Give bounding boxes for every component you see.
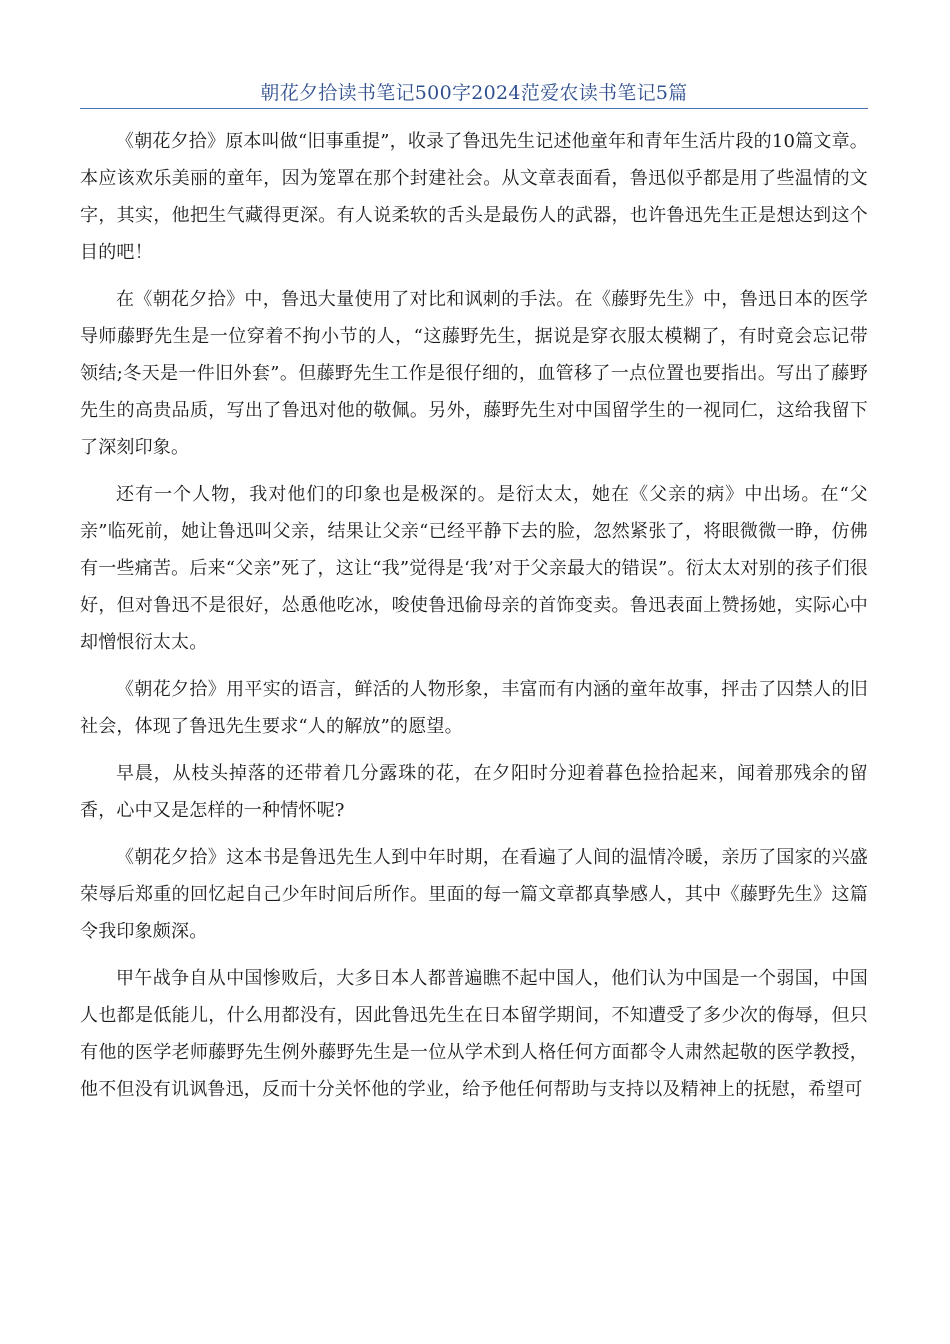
paragraph-5: 早晨，从枝头掉落的还带着几分露珠的花，在夕阳时分迎着暮色捡拾起来，闻着那残余的留香，心中又是怎样的一种情怀呢? [80,763,868,821]
paragraph-3: 还有一个人物，我对他们的印象也是极深的。是衍太太，她在《父亲的病》中出场。在“父亲”临死前，她让鲁迅叫父亲，结果让父亲“已经平静下去的脸，忽然紧张了，将眼微微一睁，仿佛有一些痛苦。后来“父亲”死了，这让“我”觉得是‘我’对于父亲最大的错误”。衍太太对别的孩子们很好，但对鲁迅不是很好，怂恿他吃冰，唆使鲁迅偷母亲的首饰变卖。鲁迅表面上赞扬她，实际心中却憎恨衍太太。 [80,484,868,653]
paragraph-6: 《朝花夕拾》这本书是鲁迅先生人到中年时期，在看遍了人间的温情冷暖，亲历了国家的兴盛荣辱后郑重的回忆起自己少年时间后所作。里面的每一篇文章都真挚感人，其中《藤野先生》这篇令我印象颇深。 [80,847,868,942]
document-page [80,78,868,1118]
title-underline [80,108,868,109]
document-body [80,123,868,1108]
paragraph-7: 甲午战争自从中国惨败后，大多日本人都普遍瞧不起中国人，他们认为中国是一个弱国，中国人也都是低能儿，什么用都没有，因此鲁迅先生在日本留学期间，不知遭受了多少次的侮辱，但只有他的医学老师藤野先生例外藤野先生是一位从学术到人格任何方面都令人肃然起敬的医学教授，他不但没有讥讽鲁迅，反而十分关怀他的学业，给予他任何帮助与支持以及精神上的抚慰，希望可 [80,968,868,1100]
paragraph-1: 《朝花夕拾》原本叫做“旧事重提”，收录了鲁迅先生记述他童年和青年生活片段的10篇文章。本应该欢乐美丽的童年，因为笼罩在那个封建社会。从文章表面看，鲁迅似乎都是用了些温情的文字，其实，他把生气藏得更深。有人说柔软的舌头是最伤人的武器，也许鲁迅先生正是想达到这个目的吧！ [80,131,868,263]
paragraph-4: 《朝花夕拾》用平实的语言，鲜活的人物形象，丰富而有内涵的童年故事，抨击了囚禁人的旧社会，体现了鲁迅先生要求“人的解放”的愿望。 [80,679,868,737]
paragraph-2: 在《朝花夕拾》中，鲁迅大量使用了对比和讽刺的手法。在《藤野先生》中，鲁迅日本的医学导师藤野先生是一位穿着不拘小节的人，“这藤野先生，据说是穿衣服太模糊了，有时竟会忘记带领结;冬天是一件旧外套”。但藤野先生工作是很仔细的，血管移了一点位置也要指出。写出了藤野先生的高贵品质，写出了鲁迅对他的敬佩。另外，藤野先生对中国留学生的一视同仁，这给我留下了深刻印象。 [80,289,868,458]
document-title: 朝花夕拾读书笔记500字2024范爱农读书笔记5篇 [260,82,688,104]
